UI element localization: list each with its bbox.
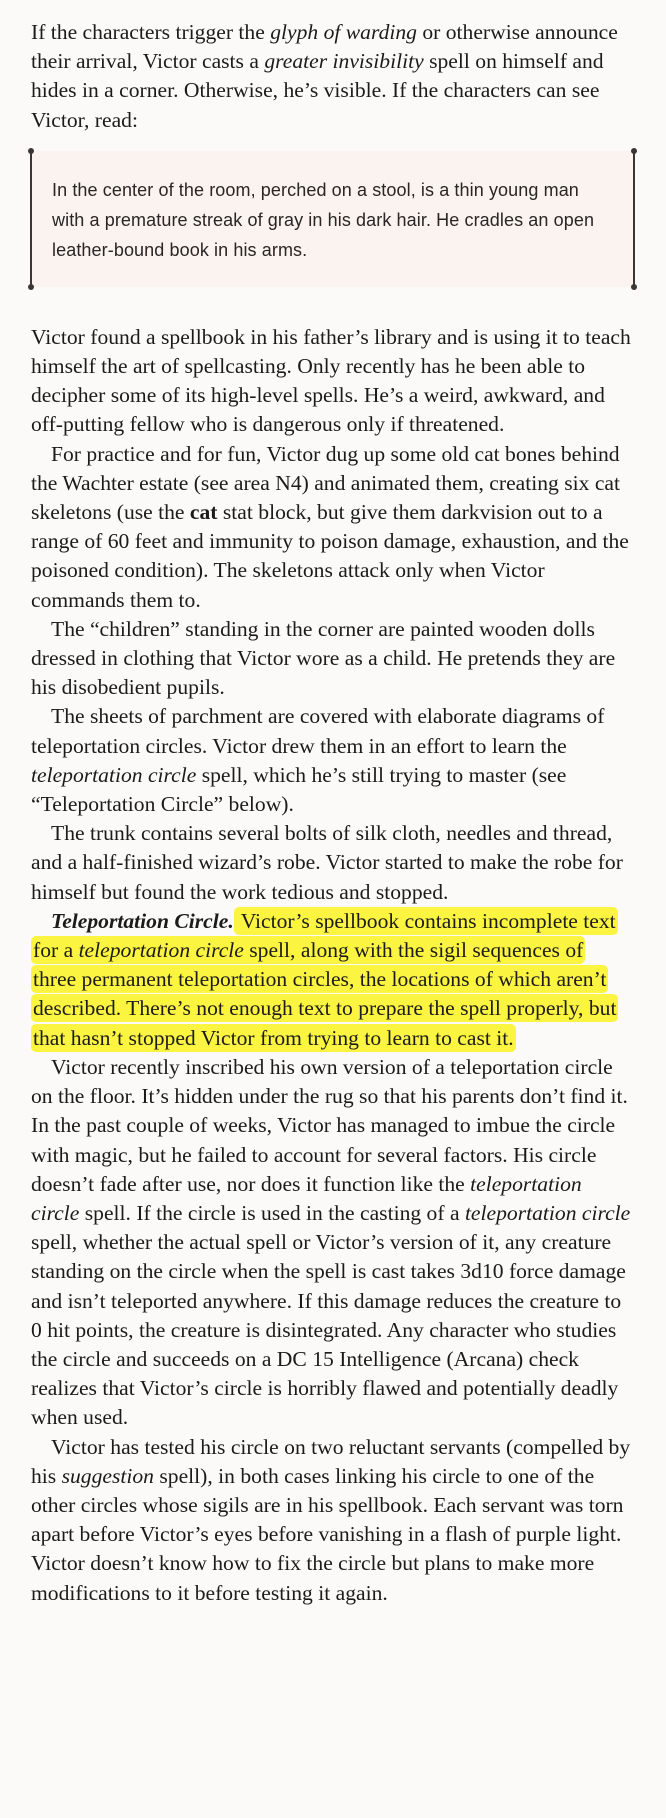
text-run: Victor recently inscribed his own version of a teleportation circle on the floor. It’s hidden under the rug so that his parents don’t find it. In the past couple of weeks, Victor has managed to imbue the circle with magic, but he failed to account for several factors. His circle doesn’t fade after use, nor does it function like the [31,1054,628,1196]
parchment-paragraph [31,702,631,819]
spell-name: suggestion [61,1463,154,1488]
cat-skeletons-paragraph [31,440,631,615]
spell-name: greater invisibility [264,49,424,74]
servants-paragraph [31,1433,631,1608]
text-run: For practice and for fun, Victor dug up some old cat bones behind the Wachter estate (see area N4) and animated them, creating six cat skeletons (use the [31,441,621,525]
text-run: Victor’s spellbook contains incomplete text for a [33,908,616,963]
text-run: The sheets of parchment are covered with elaborate diagrams of teleportation circles. Victor drew them in an effort to learn the [31,704,605,758]
spell-name: teleportation circle [31,1171,582,1225]
text-run: spell, whether the actual spell or Victor’s version of it, any creature standing on the circle when the spell is cast takes 3d10 force damage and isn’t teleported anywhere. If this damage reduces the creature to 0 hit points, the creature is disintegrated. Any character who studies the circle and succeeds on a DC 15 Intelligence (Arcana) check realizes that Victor’s circle is horribly flawed and potentially deadly when used. [31,1230,626,1430]
trunk-paragraph: The trunk contains several bolts of silk cloth, needles and thread, and a half-finished wizard’s robe. Victor started to make the robe for himself but found the work tedious and stopped. [31,821,623,904]
text-run: spell, which he’s still trying to master (see “Teleportation Circle” below). [31,762,567,817]
spellbook-paragraph: Victor found a spellbook in his father’s library and is using it to teach himself the art of spellcasting. Only recently has he been able to decipher some of its high-level spells. He’s a weird, awkward, and off-putting fellow who is dangerous only if threatened. [31,324,631,437]
spell-name: glyph of warding [270,20,417,44]
spell-name: teleportation circle [464,1200,631,1225]
text-run: If the characters trigger the [31,20,271,44]
intro-paragraph [31,18,631,135]
text-run: spell), in both cases linking his circle to one of the other circles whose sigils are in his spellbook. Each servant was torn apart before Victor’s eyes before vanishing in a flash of purple light. Victor doesn’t know how to fix the circle but plans to make more modifications to it before testing it again. [31,1463,624,1605]
dolls-paragraph: The “children” standing in the corner are painted wooden dolls dressed in clothing that Victor wore as a child. He pretends they are his disobedient pupils. [31,616,616,700]
text-run: or otherwise announce their arrival, Victor casts a [31,20,618,74]
spell-name: teleportation circle [31,762,197,787]
read-aloud-box [30,151,635,287]
text-run: Victor has tested his circle on two reluctant servants (compelled by his [31,1434,631,1488]
text-run: spell on himself and hides in a corner. Otherwise, he’s visible. If the characters can see Victor, read: [31,49,604,132]
stat-block-name: cat [189,500,218,525]
section-heading: Teleportation Circle. [51,908,234,933]
text-run: spell. If the circle is used in the casting of a [79,1200,465,1225]
spell-name: teleportation circle [78,938,244,963]
teleportation-circle-paragraph [31,907,631,1053]
read-aloud-text: In the center of the room, perched on a stool, is a thin young man with a premature streak of gray in his dark hair. He cradles an open leather-bound book in his arms. [52,179,595,260]
text-run: stat block, but give them darkvision out to a range of 60 feet and immunity to poison damage, exhaustion, and the poisoned condition). The skeletons attack only when Victor commands them to. [31,500,629,612]
document-page [31,18,631,1608]
text-run: spell, along with the sigil sequences of three permanent teleportation circles, the locations of which aren’t described. There’s not enough text to prepare the spell properly, but that hasn’t stopped Victor from trying to learn to cast it. [33,938,617,1050]
victor-circle-paragraph [31,1053,631,1433]
